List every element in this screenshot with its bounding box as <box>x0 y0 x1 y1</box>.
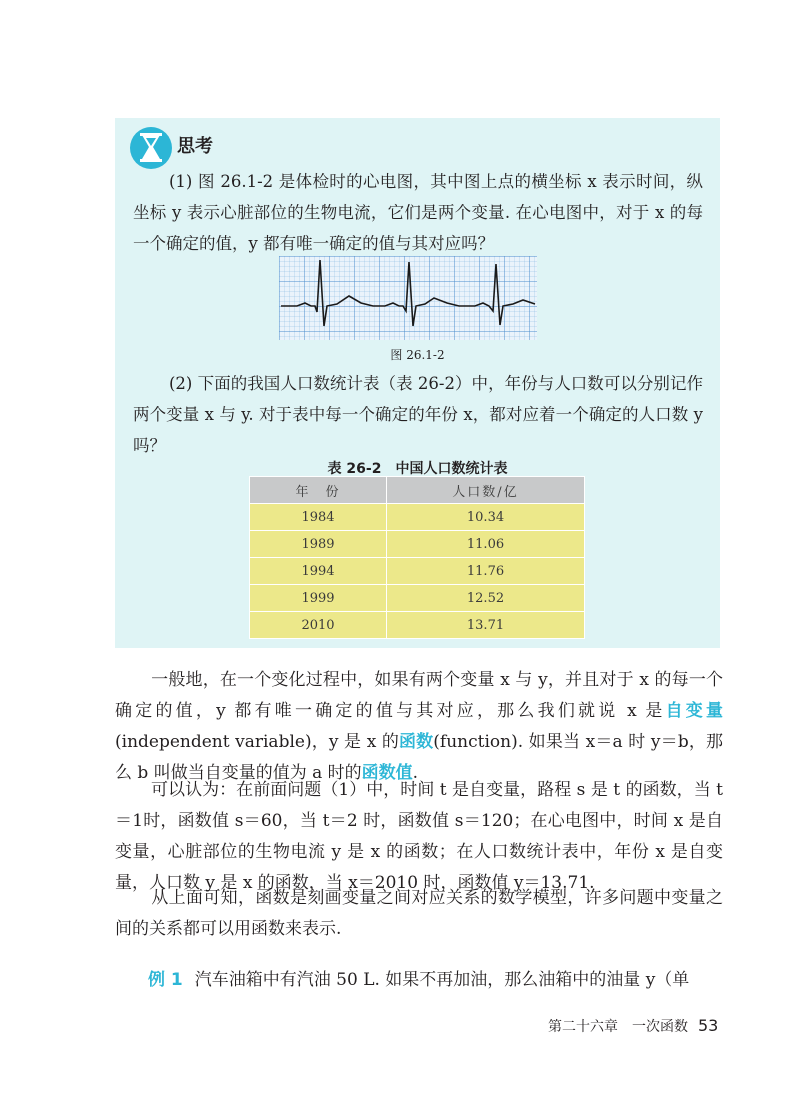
figure-caption: 图 26.1-2 <box>390 348 445 362</box>
term-function-value: 函数值 <box>361 763 413 783</box>
definition-text-b: (independent variable)，y 是 x 的 <box>115 732 399 752</box>
question-1 <box>133 166 703 259</box>
cell-population: 13.71 <box>387 612 585 639</box>
example-text: 汽车油箱中有汽油 50 L. 如果不再加油，那么油箱中的油量 y（单 <box>194 970 690 990</box>
cell-year: 1999 <box>250 585 387 612</box>
definition-text-c: (function). 如果当 x＝a 时 y＝b，那么 b 叫做当自变量的值为 a 时的 <box>115 732 723 783</box>
table-header-row <box>250 477 585 504</box>
cell-year: 2010 <box>250 612 387 639</box>
table-row <box>250 558 585 585</box>
cell-year: 1989 <box>250 531 387 558</box>
header-population: 人口数/亿 <box>387 477 585 504</box>
cell-population: 11.06 <box>387 531 585 558</box>
term-independent-variable: 自变量 <box>665 701 724 721</box>
chapter-title: 第二十六章 一次函数 <box>548 1019 688 1035</box>
table-row <box>250 612 585 639</box>
table-row <box>250 504 585 531</box>
table-row <box>250 585 585 612</box>
explanation-text: 可以认为：在前面问题（1）中，时间 t 是自变量，路程 s 是 t 的函数，当 t＝1时，函数值 s＝60，当 t＝2 时，函数值 s＝120；在心电图中，时间 x 是自变量，心脏部位的生物电流 y 是 x 的函数；在人口数统计表中，年份 x 是自变量，人口数 y 是 x 的函数，当 x＝2010 时，函数值 y＝13.71. <box>115 780 723 893</box>
cell-year: 1984 <box>250 504 387 531</box>
page-number: 53 <box>698 1016 719 1035</box>
explanation-paragraph <box>115 775 723 899</box>
table-row <box>250 531 585 558</box>
table-title: 表 26-2 中国人口数统计表 <box>327 461 508 477</box>
definition-text-a: 一般地，在一个变化过程中，如果有两个变量 x 与 y，并且对于 x 的每一个确定的值，y 都有唯一确定的值与其对应，那么我们就说 x 是 <box>115 670 723 721</box>
summary-paragraph <box>115 883 723 945</box>
example-label: 例 1 <box>148 970 183 990</box>
cell-population: 11.76 <box>387 558 585 585</box>
population-table <box>249 476 585 639</box>
cell-population: 12.52 <box>387 585 585 612</box>
header-year: 年 份 <box>250 477 387 504</box>
definition-text-d: . <box>412 763 419 783</box>
term-function: 函数 <box>399 732 434 752</box>
definition-paragraph <box>115 665 723 789</box>
question-1-text: (1) 图 26.1-2 是体检时的心电图，其中图上点的横坐标 x 表示时间，纵坐标 y 表示心脏部位的生物电流，它们是两个变量. 在心电图中，对于 x 的每一个确定的值，y 都有唯一确定的值与其对应吗？ <box>133 172 703 253</box>
hourglass-icon <box>129 126 173 170</box>
summary-text: 从上面可知，函数是刻画变量之间对应关系的数学模型，许多问题中变量之间的关系都可以用函数来表示. <box>115 888 723 939</box>
page-footer <box>548 1016 718 1036</box>
example-1 <box>148 965 728 996</box>
question-2 <box>133 368 703 461</box>
think-title: 思考 <box>177 136 213 157</box>
cell-year: 1994 <box>250 558 387 585</box>
ecg-figure <box>279 256 537 340</box>
question-2-text: (2) 下面的我国人口数统计表（表 26-2）中，年份与人口数可以分别记作两个变量 x 与 y. 对于表中每一个确定的年份 x，都对应着一个确定的人口数 y 吗？ <box>133 374 703 455</box>
cell-population: 10.34 <box>387 504 585 531</box>
think-box <box>115 118 720 648</box>
